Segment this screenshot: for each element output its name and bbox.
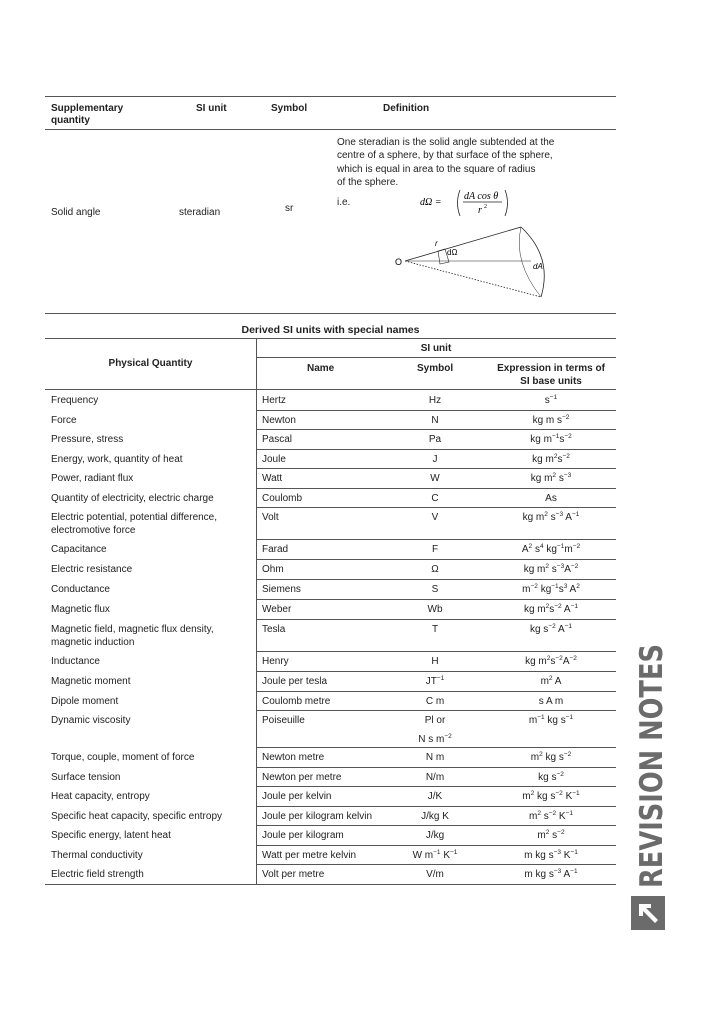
ie-label: i.e. [337, 197, 351, 208]
unit-symbol-cell: J [432, 453, 438, 465]
unit-name-cell: Ohm [262, 564, 284, 575]
unit-symbol-cell: W $m^{-1}$ $K^{-1}$ [412, 848, 458, 861]
quantity-cell: Dipole moment [51, 695, 119, 707]
table-row [45, 468, 616, 488]
revision-notes-label: REVISION NOTES [634, 593, 670, 888]
header-expression-line2: SI base units [520, 376, 582, 387]
table-row [45, 747, 616, 767]
quantity-cell: Magnetic moment [51, 676, 131, 687]
table-row [45, 559, 616, 579]
header-supplementary-quantity: Supplementary quantity [51, 103, 124, 126]
header-definition: Definition [383, 103, 430, 114]
definition-line: centre of a sphere, by that surface of the sphere, [337, 150, 553, 162]
unit-name-cell: Joule per kelvin [262, 791, 332, 802]
unit-name-cell: Watt [262, 473, 283, 484]
quantity-cell: Electric field strength [51, 869, 144, 880]
table-row [45, 619, 616, 651]
definition-line: of the sphere. [337, 176, 399, 188]
unit-expression-cell: $m^{-2}$ $kg^{-1}s^3$ $A^2$ [522, 583, 580, 595]
unit-symbol-cell: V [431, 512, 439, 523]
unit-name-cell: Joule [262, 453, 286, 465]
quantity-cell: Electric resistance [51, 564, 133, 575]
quantity-cell: Inductance [51, 656, 100, 667]
table-row [45, 806, 616, 826]
derived-rows [45, 389, 616, 884]
unit-symbol-cell: H [431, 656, 439, 667]
unit-symbol-cell: T [431, 624, 439, 635]
unit-name-cell: Coulomb [262, 492, 303, 504]
quantity-cell: Torque, couple, moment of force [51, 752, 195, 763]
table-row [45, 410, 616, 430]
quantity-cell: Thermal conductivity [51, 849, 143, 861]
quantity-cell: Quantity of electricity, electric charge [51, 492, 214, 504]
revision-notes-sidebar [631, 593, 670, 934]
table-row [45, 651, 616, 671]
formula-denominator: r [478, 205, 482, 216]
unit-symbol-cell: V/m [426, 869, 444, 880]
table-row [45, 507, 616, 539]
unit-expression-cell: $m^2$ $s^{-2}$ $K^{-1}$ [528, 809, 574, 822]
quantity-cell: Force [51, 414, 77, 426]
unit-name-cell: Joule per tesla [262, 676, 328, 687]
unit-symbol-cell: C [431, 492, 439, 504]
unit-expression-cell: m kg $s^{-3}$ $K^{-1}$ [524, 848, 578, 861]
quantity-cell: Conductance [51, 584, 110, 595]
table-row [45, 845, 616, 865]
da-label: dA [533, 262, 543, 271]
unit-name-cell: Hertz [262, 395, 286, 406]
unit-symbol-cell: $JT^{-1}$ [425, 675, 445, 687]
unit-name-cell: Volt per metre [262, 869, 325, 880]
solid-angle-unit: steradian [179, 207, 221, 218]
unit-expression-cell: kg $m^{-1}s^{-2}$ [530, 433, 572, 445]
unit-expression-cell: kg $m^2s^{-2}$ $A^{-1}$ [523, 603, 579, 615]
unit-name-cell: Henry [262, 656, 289, 667]
solid-angle-row [45, 130, 616, 313]
header-symbol: Symbol [271, 103, 308, 114]
quantity-cell: Specific energy, latent heat [51, 830, 171, 841]
table-row [45, 825, 616, 845]
definition-line: One steradian is the solid angle subtended at the [337, 137, 555, 148]
unit-expression-cell: $s^{-1}$ [544, 394, 558, 406]
origin-label: O [395, 257, 403, 267]
quantity-cell: Power, radiant flux [51, 473, 134, 484]
unit-expression-cell: kg m $s^{-2}$ [532, 413, 570, 426]
unit-name-cell: Farad [262, 544, 289, 555]
unit-symbol-cell: J/K [427, 791, 443, 802]
unit-name-cell: Tesla [262, 624, 286, 635]
table-row [45, 389, 616, 410]
unit-name-cell: Newton per metre [262, 771, 342, 783]
header-expression-line1: Expression in terms of [497, 363, 605, 374]
unit-expression-cell: m kg $s^{-3}$ $A^{-1}$ [524, 868, 578, 880]
page-content [45, 96, 616, 885]
unit-expression-cell: $m^2$ A [540, 675, 562, 687]
unit-symbol-cell: Hz [428, 395, 442, 406]
table-row [45, 599, 616, 619]
unit-symbol-cell: J/kg K [421, 810, 449, 822]
quantity-cell: Pressure, stress [51, 434, 124, 445]
derived-table-title: Derived SI units with special names [241, 324, 420, 336]
quantity-cell: Magnetic flux [51, 604, 110, 615]
unit-symbol-cell: N [431, 414, 439, 426]
radius-label: r [435, 239, 438, 248]
unit-symbol-cell: Pl or N s $m^{-2}$ [418, 715, 452, 745]
header-physical-quantity: Physical Quantity [108, 358, 193, 369]
definition-text [337, 136, 554, 189]
bottom-rule [45, 884, 616, 885]
unit-symbol-cell: Wb [427, 604, 443, 615]
unit-expression-cell: kg $s^{-2}$ $A^{-1}$ [529, 623, 573, 635]
quantity-cell: Surface tension [51, 771, 121, 783]
supplementary-header [45, 97, 616, 129]
unit-expression-cell: kg $s^{-2}$ [538, 770, 564, 783]
unit-name-cell: Joule per kilogram [262, 830, 344, 841]
domega-label: dΩ [447, 248, 458, 257]
unit-symbol-cell: W [430, 473, 440, 484]
solid-angle-quantity: Solid angle [51, 207, 101, 218]
svg-text:2: 2 [484, 204, 487, 210]
quantity-cell: Energy, work, quantity of heat [51, 453, 183, 465]
solid-angle-symbol: sr [285, 203, 294, 214]
formula-lhs: dΩ = [420, 197, 442, 208]
unit-expression-cell: $m^{-1}$ kg $s^{-1}$ [528, 714, 574, 726]
unit-expression-cell: s A m [538, 695, 564, 707]
unit-expression-cell: $A^2$ $s^4$ $kg^{-1}m^{-2}$ [521, 543, 581, 555]
quantity-cell: Frequency [51, 395, 99, 406]
quantity-cell: Heat capacity, entropy [51, 791, 150, 802]
table-row [45, 449, 616, 469]
unit-symbol-cell: N/m [425, 771, 445, 783]
header-si-unit: SI unit [196, 103, 227, 114]
unit-symbol-cell: Pa [428, 434, 442, 445]
unit-expression-cell: As [545, 492, 557, 504]
unit-symbol-cell: S [431, 584, 439, 595]
unit-name-cell: Siemens [262, 584, 301, 595]
table-row [45, 691, 616, 711]
table-row [45, 671, 616, 691]
unit-symbol-cell: F [431, 544, 439, 555]
unit-name-cell: Joule per kilogram kelvin [262, 810, 373, 822]
table-row [45, 767, 616, 787]
unit-name-cell: Newton [262, 414, 296, 426]
quantity-cell: Dynamic viscosity [51, 715, 131, 726]
table-row [45, 710, 616, 747]
unit-name-cell: Newton metre [262, 752, 325, 763]
header-expression [485, 362, 617, 388]
unit-name-cell: Poiseuille [262, 715, 305, 726]
derived-header [45, 338, 616, 389]
table-row [45, 786, 616, 806]
unit-symbol-cell: N m [425, 752, 445, 763]
revision-notes-graphic [631, 593, 670, 934]
unit-expression-cell: $m^2$ kg $s^{-2}$ [530, 751, 572, 763]
table-row [45, 579, 616, 599]
table-row [45, 488, 616, 508]
unit-name-cell: Weber [262, 604, 292, 615]
header-si-unit-group: SI unit [420, 343, 452, 354]
quantity-cell: Specific heat capacity, specific entropy [51, 810, 223, 822]
unit-name-cell: Watt per metre kelvin [262, 849, 357, 861]
solid-angle-diagram [393, 217, 553, 310]
unit-symbol-cell: Ω [431, 564, 439, 575]
table-row [45, 864, 616, 884]
table-row [45, 539, 616, 559]
header-derived-symbol: Symbol [417, 363, 454, 374]
unit-expression-cell: $m^2$ $s^{-2}$ [537, 829, 565, 841]
unit-symbol-cell: J/kg [425, 830, 445, 841]
quantity-cell: Capacitance [51, 544, 107, 555]
quantity-cell: Electric potential, potential difference, electromotive force [51, 512, 218, 536]
header-name: Name [307, 363, 335, 374]
unit-name-cell: Coulomb metre [262, 695, 331, 707]
unit-expression-cell: kg $m^2s^{-2}A^{-2}$ [525, 655, 577, 667]
table-row [45, 429, 616, 449]
unit-expression-cell: kg $m^2$ $s^{-3}$ $A^{-1}$ [522, 511, 580, 523]
unit-expression-cell: $m^2$ kg $s^{-2}$ $K^{-1}$ [522, 790, 580, 802]
unit-name-cell: Pascal [262, 434, 293, 445]
formula-graphic [420, 188, 530, 218]
formula-numerator: dA cos θ [464, 191, 499, 202]
unit-symbol-cell: C m [425, 695, 445, 707]
cone-diagram [393, 217, 553, 307]
definition-line: which is equal in area to the square of radius [337, 163, 536, 175]
unit-expression-cell: kg $m^2s^{-2}$ [532, 452, 570, 465]
unit-name-cell: Volt [262, 512, 279, 523]
unit-expression-cell: kg $m^2$ $s^{-3}$ [530, 472, 572, 484]
quantity-cell: Magnetic field, magnetic flux density, magnetic induction [51, 624, 214, 648]
unit-expression-cell: kg $m^2$ $s^{-3}A^{-2}$ [523, 563, 579, 575]
